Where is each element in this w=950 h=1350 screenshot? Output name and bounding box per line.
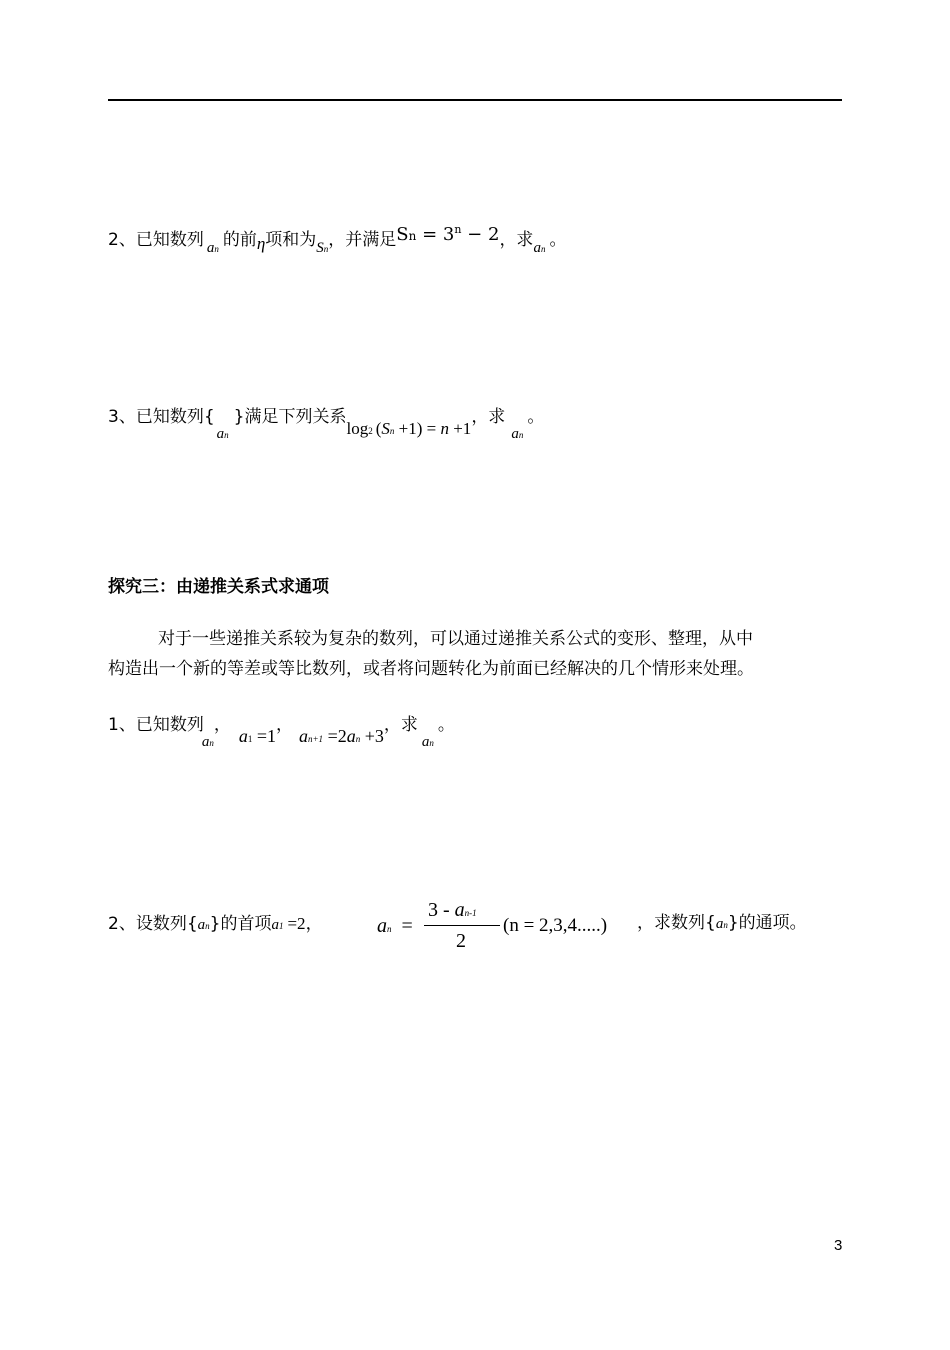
s3-p2-mid: }的首项: [209, 914, 272, 934]
problem-2-sn: [108, 223, 567, 256]
s3-problem-2-part2: [637, 915, 807, 932]
s3-p2-condition: (n = 2,3,4.....): [503, 915, 608, 936]
s3-p1-end: 。: [437, 715, 455, 735]
s3-p2-end: }的通项。: [727, 913, 807, 933]
problem-2-lead: 2、已知数列: [108, 230, 204, 250]
s3-p2-ask: ，求数列{: [637, 913, 716, 933]
symbol-a-n-3: an: [216, 426, 229, 442]
s3-p2-denominator: 2: [456, 930, 466, 952]
formula-log: log2 (Sn +1) = n +1: [346, 419, 472, 438]
problem-2-end: 。: [549, 230, 567, 250]
problem-3-lead: 3、已知数列{: [108, 407, 215, 427]
s3-p2-an-2: an: [715, 916, 728, 932]
problem-3-log: [108, 407, 545, 442]
problem-3-end: 。: [527, 407, 545, 427]
s3-p2-numerator: 3 - an-1: [428, 899, 477, 921]
s3-p1-lead: 1、已知数列: [108, 715, 204, 735]
header-rule: [108, 99, 842, 101]
section-3-heading: 探究三：由递推关系式求通项: [108, 577, 329, 597]
problem-3-ask: ，求: [471, 407, 506, 427]
s3-p2-comma: ，: [305, 914, 323, 934]
section-3-intro-line1: 对于一些递推关系较为复杂的数列，可以通过递推关系公式的变形、整理，从中: [158, 629, 753, 649]
symbol-a-n-4: an: [511, 426, 524, 442]
s3-p2-lhs: an =: [377, 915, 413, 937]
problem-2-mid3: ，并满足: [328, 230, 397, 250]
s3-p2-fraction-bar: [424, 925, 500, 926]
symbol-a-n-2: an: [533, 240, 546, 256]
s3-p2-lead: 2、设数列{: [108, 914, 198, 934]
s3-p1-comma2: ，: [275, 715, 293, 735]
symbol-eta: η: [256, 234, 266, 253]
s3-p2-a1-eq: =2: [287, 914, 306, 933]
s3-problem-2-part1: [108, 915, 323, 933]
problem-3-mid: }满足下列关系: [233, 407, 347, 427]
problem-2-ask: ，求: [499, 230, 534, 250]
s3-p1-an: an: [201, 734, 214, 750]
s3-p1-an-2: an: [421, 734, 434, 750]
s3-p1-ask: ，求: [383, 715, 418, 735]
problem-2-mid2: 项和为: [265, 230, 317, 250]
symbol-S-n: Sn: [316, 240, 329, 256]
symbol-a-n: an: [206, 240, 219, 256]
s3-p1-a1-eq: a1 =1: [238, 726, 276, 746]
problem-2-mid1: 的前: [222, 230, 257, 250]
s3-p1-comma1: ，: [213, 715, 231, 735]
s3-p2-a1: a1: [271, 917, 284, 933]
s3-p1-recursion: an+1 =2an +3: [298, 726, 384, 746]
formula-sn-eq: $Sn = 3^n - 2$: [396, 223, 500, 245]
page-number: 3: [834, 1237, 843, 1254]
section-3-intro-line2: 构造出一个新的等差或等比数列，或者将问题转化为前面已经解决的几个情形来处理。: [108, 659, 754, 679]
s3-problem-1: [108, 715, 455, 750]
s3-p2-an: an: [197, 917, 210, 933]
